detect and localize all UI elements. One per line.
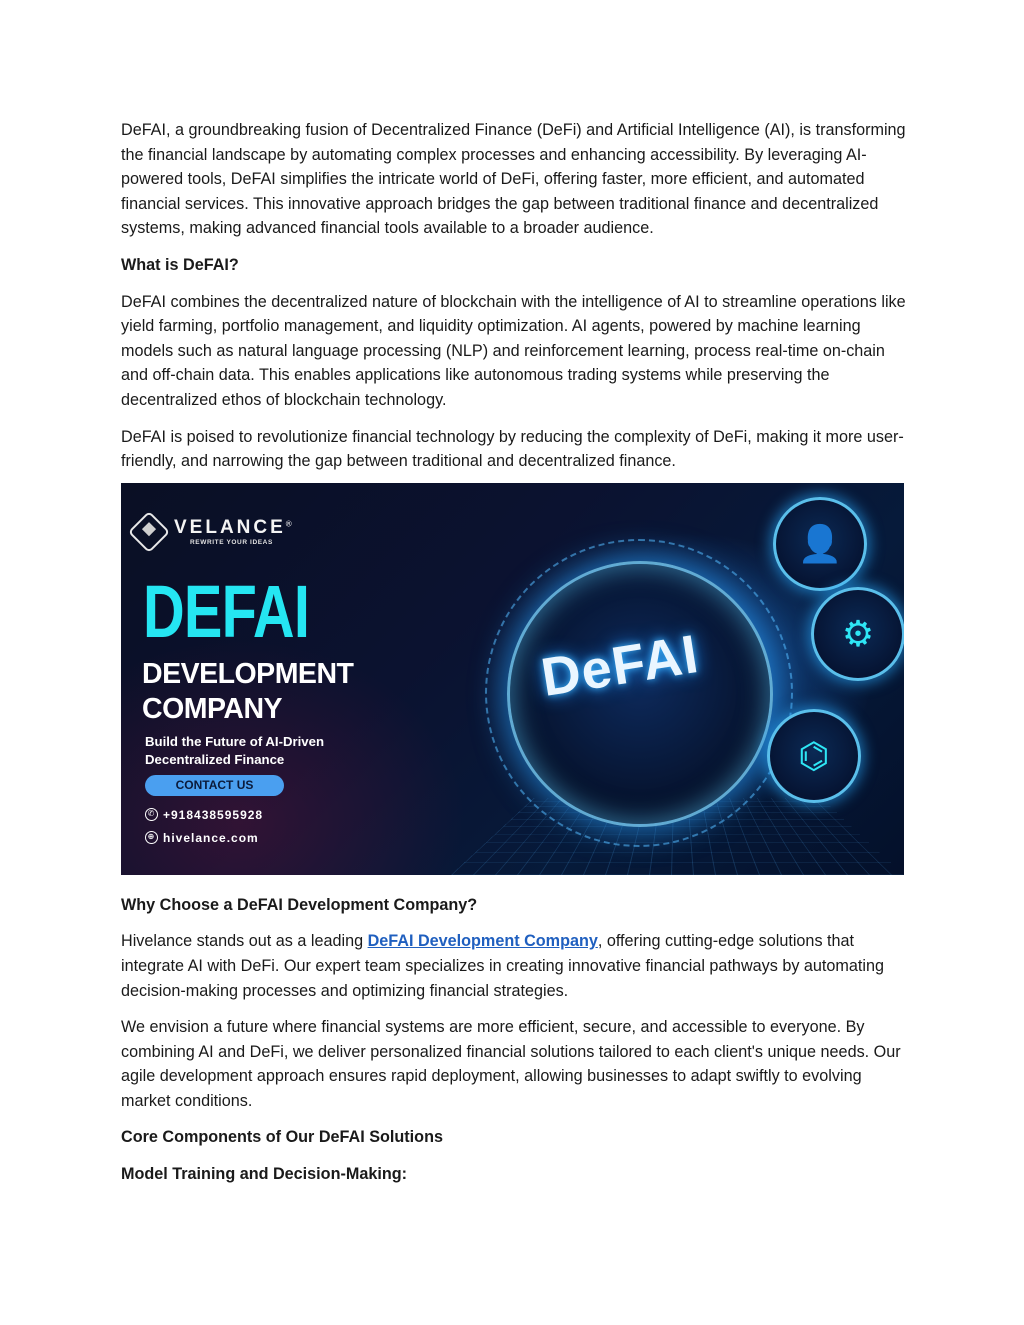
- logo-mark-icon: [128, 511, 170, 553]
- globe-icon: ⊕: [145, 831, 158, 844]
- subtitle-line-1: DEVELOPMENT: [142, 657, 354, 690]
- contact-us-button[interactable]: CONTACT US: [145, 775, 284, 796]
- banner-tagline: [145, 733, 324, 770]
- why-paragraph-2: We envision a future where financial systems are more efficient, secure, and accessible to everyone. By combining AI and DeFi, we deliver personalized financial solutions tailored to each client's unique needs. Our agile development approach ensures rapid deployment, allowing businesses to adapt swiftly to evolving market conditions.: [121, 1018, 901, 1110]
- defai-development-company-link[interactable]: DeFAI Development Company: [367, 932, 598, 951]
- logo-name: VELANCE: [174, 516, 286, 538]
- what-paragraph-1: DeFAI combines the decentralized nature of blockchain with the intelligence of AI to streamline operations like yield farming, portfolio management, and liquidity optimization. AI agents, powered by machine learning models such as natural language processing (NLP) and reinforcement learning, process real-time on-chain and off-chain data. This enables applications like autonomous trading systems while preserving the decentralized ethos of blockchain technology.: [121, 292, 906, 409]
- brain-circuit-icon: ⌬: [767, 709, 861, 803]
- why-paragraph-1: [121, 929, 911, 1003]
- gears-icon: ⚙: [811, 587, 904, 681]
- center-defai-text: DeFAI: [537, 623, 703, 708]
- subtitle-line-2: COMPANY: [142, 692, 283, 725]
- whatsapp-icon: ✆: [145, 808, 158, 821]
- phone-line: [145, 808, 263, 822]
- person-icon: 👤: [773, 497, 867, 591]
- tagline-line-2: Decentralized Finance: [145, 752, 285, 768]
- banner-big-title: DEFAI: [143, 569, 310, 653]
- intro-paragraph: DeFAI, a groundbreaking fusion of Decentralized Finance (DeFi) and Artificial Intelligence (AI), is transforming the financial landscape by automating complex processes and enhancing accessibility. By leveraging AI-powered tools, DeFAI simplifies the intricate world of DeFi, offering faster, more efficient, and automated financial services. This innovative approach bridges the gap between traditional finance and decentralized systems, making advanced financial tools available to a broader audience.: [121, 121, 906, 238]
- website-line: [145, 831, 259, 845]
- registered-mark: ®: [285, 519, 292, 529]
- logo-tagline: REWRITE YOUR IDEAS: [190, 538, 273, 546]
- heading-model-training: Model Training and Decision-Making:: [121, 1165, 407, 1184]
- why-text-before-link: Hivelance stands out as a leading: [121, 932, 368, 951]
- hivelance-logo: [134, 517, 292, 547]
- heading-core-components: Core Components of Our DeFAI Solutions: [121, 1128, 443, 1147]
- why-text-after-link: , offering cutting-edge solutions that integrate AI with DeFi. Our expert team specializes in creating innovative financial pathways by automating decision-making processes and optimizing financial strategies.: [121, 932, 885, 1000]
- banner-subtitle: [142, 657, 353, 727]
- defai-banner-image: [121, 483, 904, 875]
- phone-number: +918438595928: [163, 807, 264, 822]
- tagline-line-1: Build the Future of AI-Driven: [145, 733, 325, 749]
- article-body: [121, 118, 911, 1199]
- heading-why-choose: Why Choose a DeFAI Development Company?: [121, 895, 478, 914]
- what-paragraph-2: DeFAI is poised to revolutionize financial technology by reducing the complexity of DeFi, making it more user-friendly, and narrowing the gap between traditional and decentralized finance.: [121, 427, 904, 471]
- website-text: hivelance.com: [163, 830, 259, 845]
- heading-what-is-defai: What is DeFAI?: [121, 255, 239, 274]
